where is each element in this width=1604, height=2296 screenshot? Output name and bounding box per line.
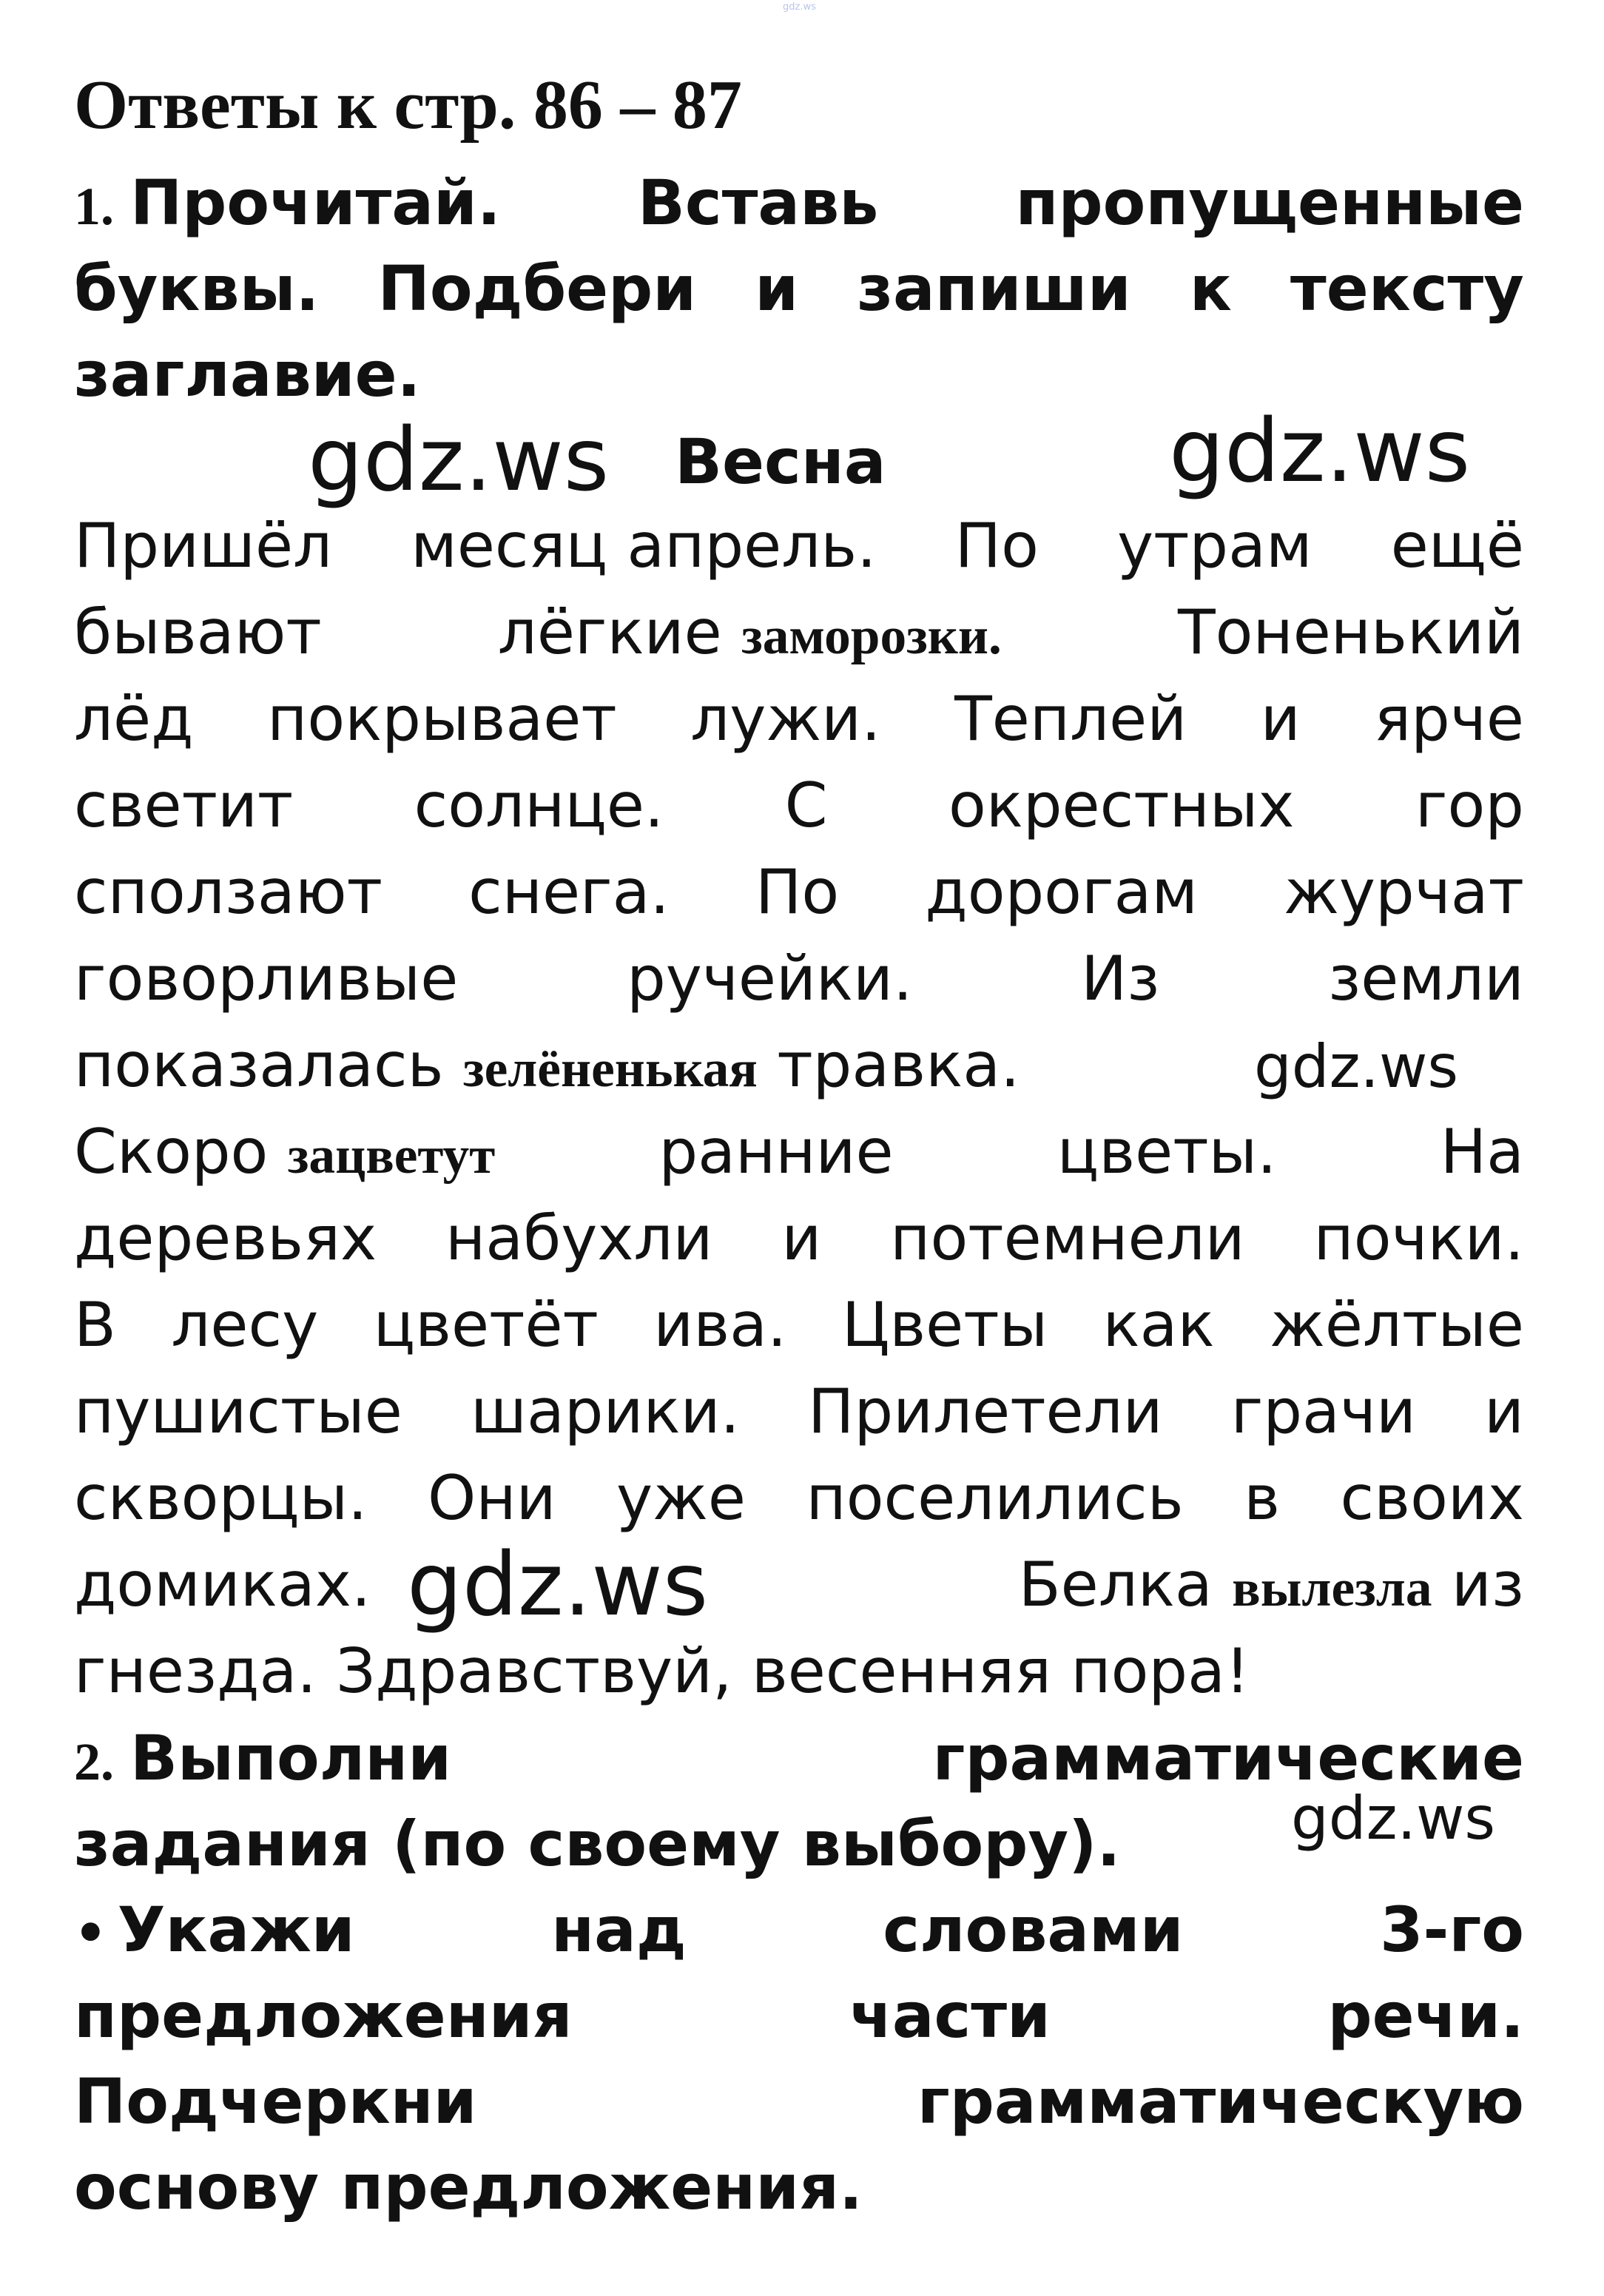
task2-line1: 2. Выполни грамматические (74, 1722, 1524, 1794)
task2-line6: основу предложения. (74, 2151, 863, 2223)
text-line-10: В лесу цветёт ива. Цветы как жёлтые (74, 1289, 1524, 1361)
text-line-9: деревьях набухли и потемнели почки. (74, 1202, 1524, 1274)
text-line-14: гнезда. Здравствуй, весенняя пора! (74, 1635, 1250, 1707)
task1-number: 1. (74, 177, 114, 236)
text-line-7: показалась зелёненькая травка. (74, 1029, 1020, 1101)
text-title: Весна (675, 425, 886, 498)
task2-line2: задания (по своему выбору). (74, 1808, 1121, 1880)
text-line-6: говорливые ручейки. Из земли (74, 943, 1524, 1014)
text-line-12: скворцы. Они уже поселились в своих (74, 1462, 1524, 1534)
bullet-marker: • (74, 1903, 107, 1964)
text-line-13: домиках. Белка вылезла из (74, 1549, 1524, 1620)
text-line-2: бывают лёгкие заморозки. Тоненький (74, 596, 1524, 668)
text-line-8: Скоро зацветут ранние цветы. На (74, 1116, 1524, 1188)
watermark: gdz.ws (1169, 400, 1471, 502)
task2-line5: Подчеркни грамматическую (74, 2065, 1524, 2138)
task1-line1: 1. Прочитай. Вставь пропущенные (74, 166, 1524, 239)
watermark: gdz.ws (407, 1533, 709, 1635)
task1-line2: буквы. Подбери и запиши к тексту (74, 252, 1524, 325)
watermark: gdz.ws (1254, 1032, 1459, 1101)
text-line-4: светит солнце. С окрестных гор (74, 770, 1524, 841)
watermark: gdz.ws (308, 408, 610, 511)
text-line-1: Пришёл месяц апрель. По утрам ещё (74, 510, 1524, 582)
top-watermark: gdz.ws (783, 1, 816, 13)
task1-line3: заглавие. (74, 338, 421, 411)
task2-number: 2. (74, 1732, 114, 1791)
watermark: gdz.ws (1291, 1784, 1496, 1853)
text-line-5: сползают снега. По дорогам журчат (74, 856, 1524, 928)
text-line-3: лёд покрывает лужи. Теплей и ярче (74, 683, 1524, 755)
answer-page (74, 0, 1524, 2296)
text-line-11: пушистые шарики. Прилетели грачи и (74, 1376, 1524, 1447)
task2-line4: предложения части речи. (74, 1979, 1524, 2052)
task2-line3: • Укажи над словами 3-го (74, 1893, 1524, 1966)
page-heading: Ответы к стр. 86 – 87 (74, 67, 742, 144)
